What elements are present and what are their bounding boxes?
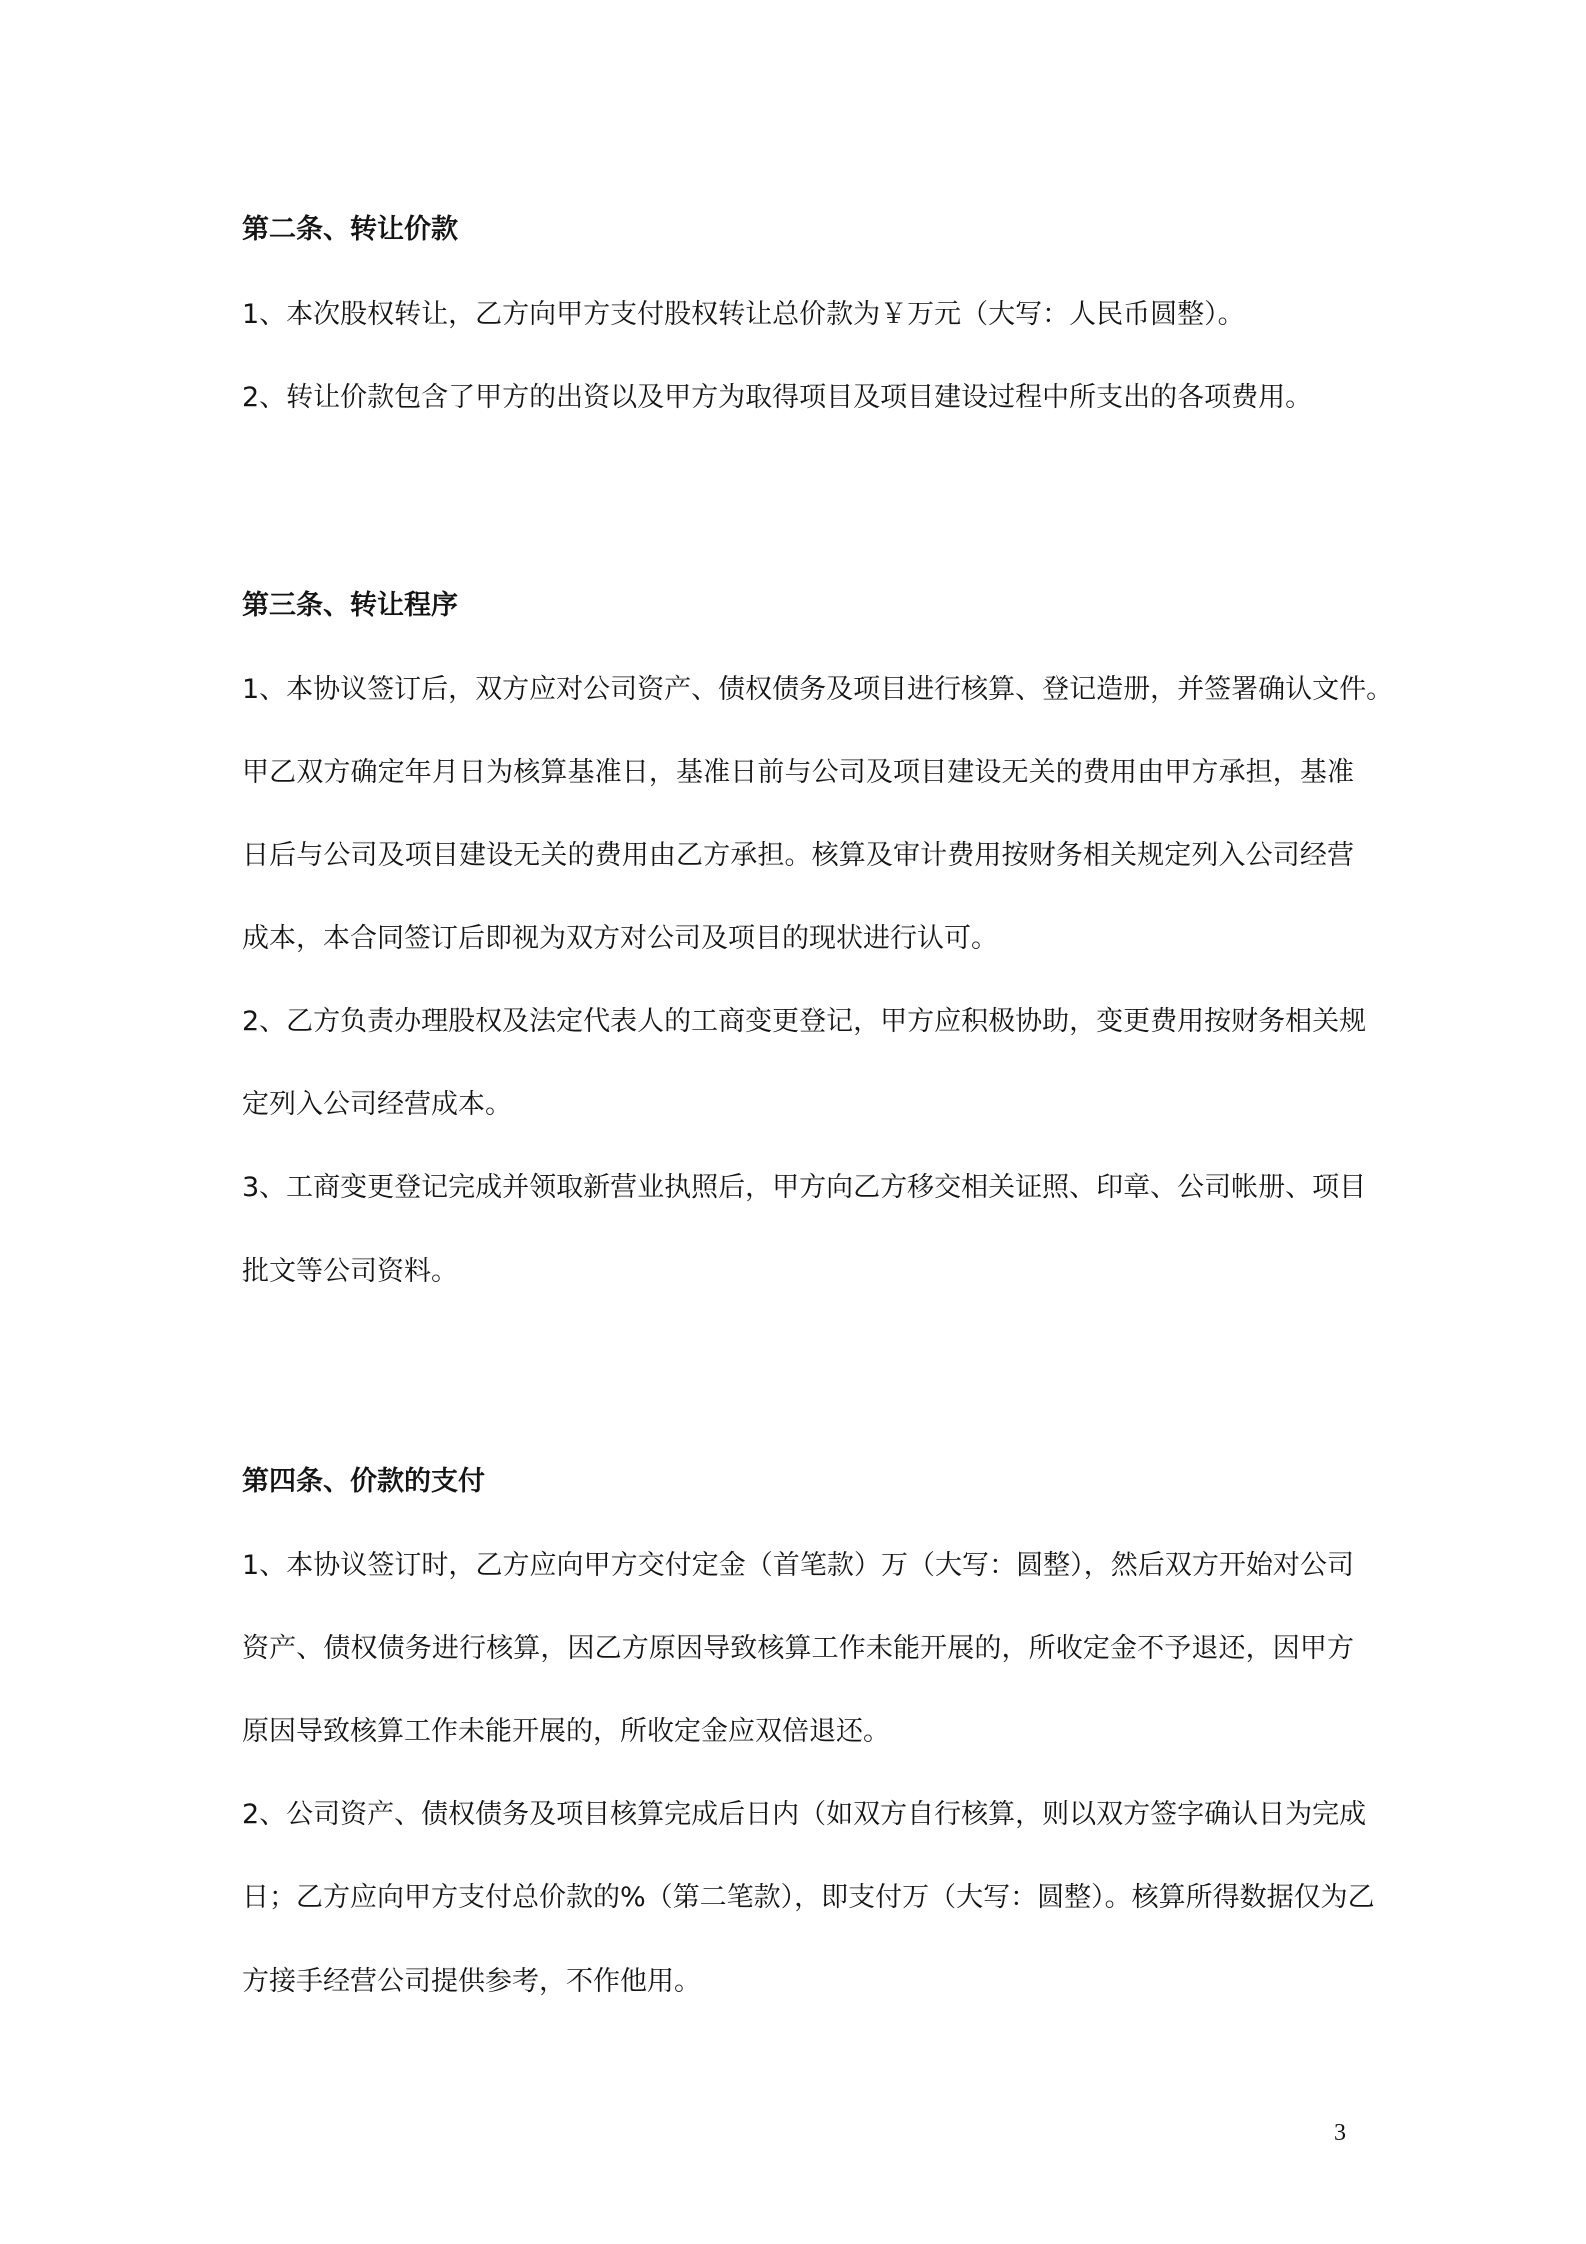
page-number: 3	[1334, 2120, 1346, 2146]
article-4-heading: 第四条、价款的支付	[242, 1466, 485, 1497]
article-3-line-8: 批文等公司资料。	[242, 1256, 458, 1287]
article-2-line-1: 1、本次股权转让，乙方向甲方支付股权转让总价款为￥万元（大写：人民币圆整）。	[242, 299, 1245, 330]
article-3-line-7: 3、工商变更登记完成并领取新营业执照后，甲方向乙方移交相关证照、印章、公司帐册、项目	[242, 1172, 1367, 1203]
article-2-heading: 第二条、转让价款	[242, 214, 458, 245]
article-4-line-6: 方接手经营公司提供参考，不作他用。	[242, 1966, 701, 1997]
article-4-line-1: 1、本协议签订时，乙方应向甲方交付定金（首笔款）万（大写：圆整），然后双方开始对公司	[242, 1550, 1354, 1581]
article-3-heading: 第三条、转让程序	[242, 590, 458, 621]
article-3-line-2: 甲乙双方确定年月日为核算基准日，基准日前与公司及项目建设无关的费用由甲方承担，基准	[242, 757, 1354, 788]
article-3-line-6: 定列入公司经营成本。	[242, 1089, 512, 1120]
article-3-line-1: 1、本协议签订后，双方应对公司资产、债权债务及项目进行核算、登记造册，并签署确认文件。	[242, 674, 1394, 705]
article-4-line-3: 原因导致核算工作未能开展的，所收定金应双倍退还。	[242, 1716, 890, 1747]
article-4-line-2: 资产、债权债务进行核算，因乙方原因导致核算工作未能开展的，所收定金不予退还，因甲方	[242, 1633, 1354, 1664]
article-3-line-5: 2、乙方负责办理股权及法定代表人的工商变更登记，甲方应积极协助，变更费用按财务相关规	[242, 1006, 1367, 1037]
article-2-line-2: 2、转让价款包含了甲方的出资以及甲方为取得项目及项目建设过程中所支出的各项费用。	[242, 382, 1313, 413]
article-3-line-4: 成本，本合同签订后即视为双方对公司及项目的现状进行认可。	[242, 923, 998, 954]
article-4-line-5: 日；乙方应向甲方支付总价款的%（第二笔款），即支付万（大写：圆整）。核算所得数据仅为乙	[242, 1882, 1375, 1913]
article-3-line-3: 日后与公司及项目建设无关的费用由乙方承担。核算及审计费用按财务相关规定列入公司经营	[242, 840, 1354, 871]
article-4-line-4: 2、公司资产、债权债务及项目核算完成后日内（如双方自行核算，则以双方签字确认日为完成	[242, 1799, 1367, 1830]
